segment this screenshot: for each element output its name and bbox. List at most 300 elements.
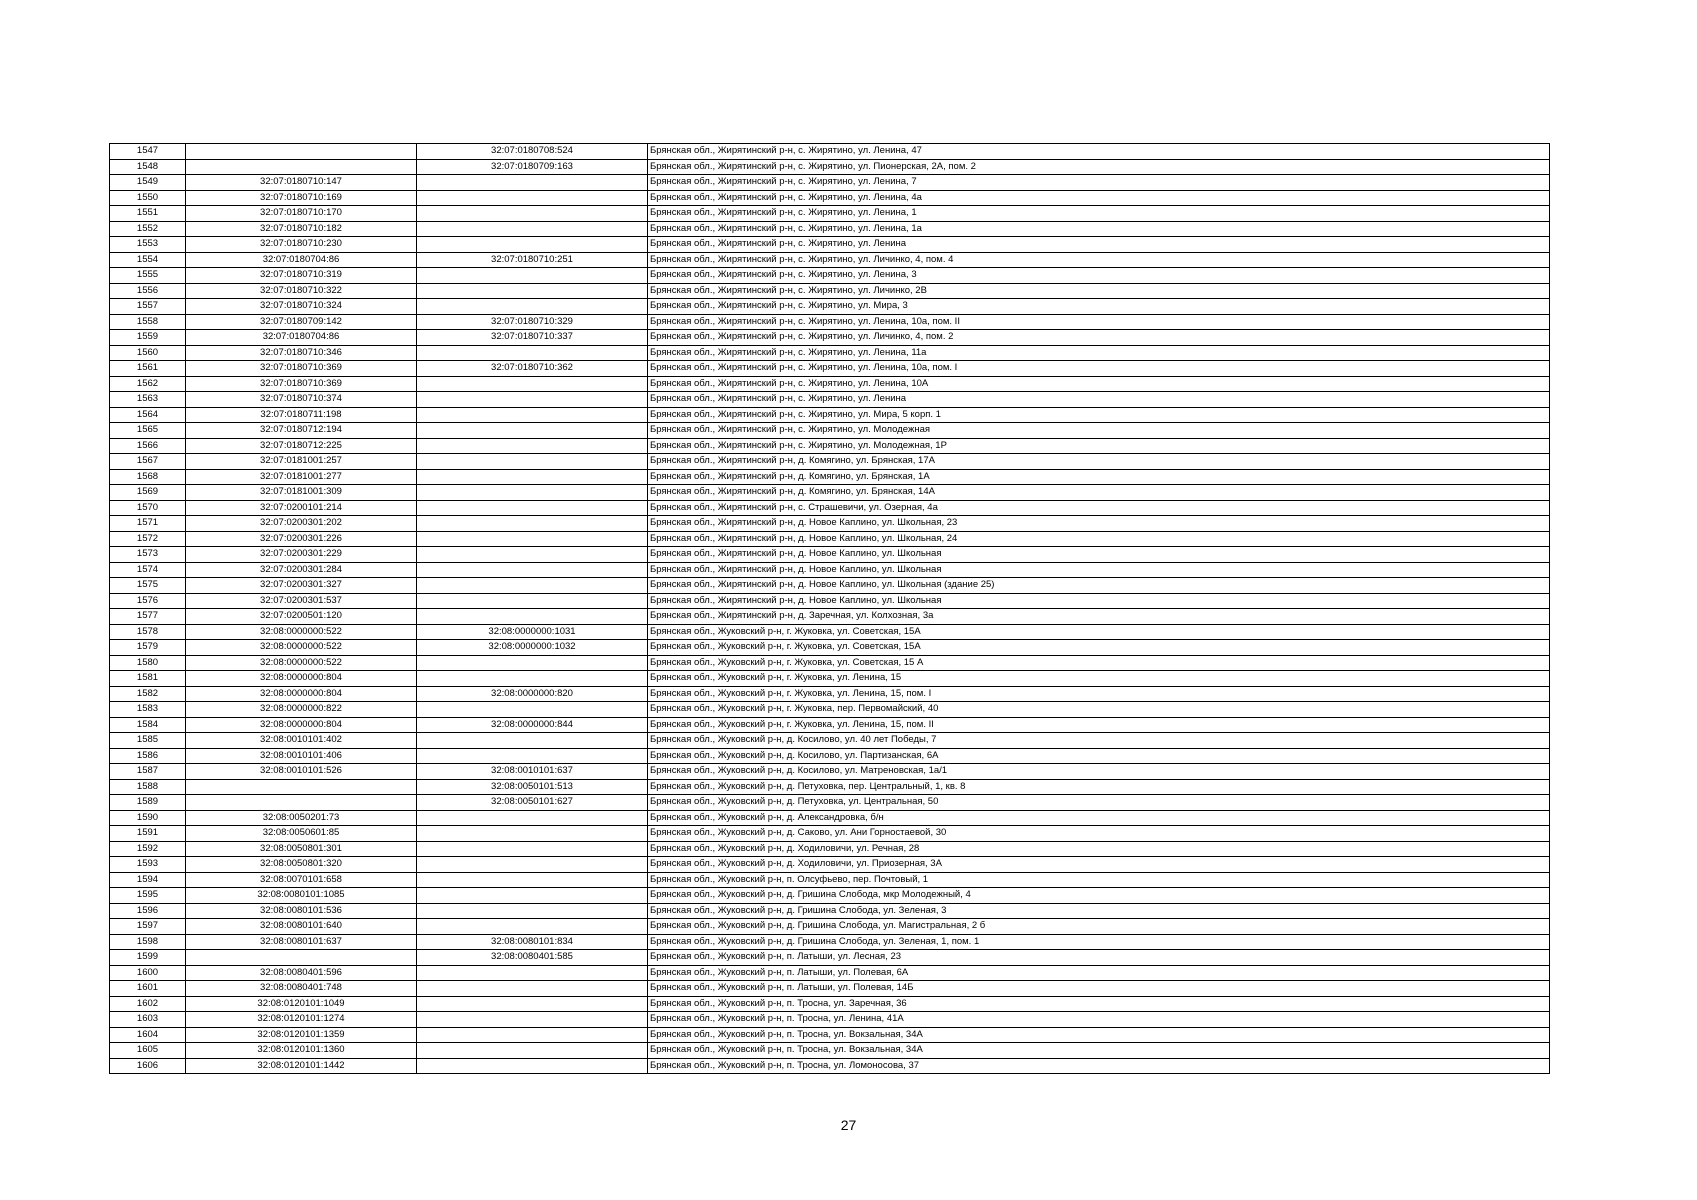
table-row bbox=[110, 361, 1550, 377]
premises-cadastral-number-cell bbox=[417, 826, 648, 842]
cadastral-number-cell: 32:07:0180710:170 bbox=[186, 206, 417, 222]
table-row bbox=[110, 779, 1550, 795]
address-cell: Брянская обл., Жирятинский р-н, с. Жирятино, ул. Личинко, 2В bbox=[648, 283, 1550, 299]
property-registry-table bbox=[109, 143, 1550, 1074]
table-row bbox=[110, 934, 1550, 950]
table-row bbox=[110, 268, 1550, 284]
table-row bbox=[110, 190, 1550, 206]
address-cell: Брянская обл., Жирятинский р-н, д. Комягино, ул. Брянская, 1А bbox=[648, 469, 1550, 485]
table-row bbox=[110, 407, 1550, 423]
table-row bbox=[110, 624, 1550, 640]
cadastral-number-cell: 32:07:0180710:182 bbox=[186, 221, 417, 237]
table-row bbox=[110, 795, 1550, 811]
cadastral-number-cell: 32:08:0080101:536 bbox=[186, 903, 417, 919]
cadastral-number-cell: 32:07:0180710:324 bbox=[186, 299, 417, 315]
address-cell: Брянская обл., Жуковский р-н, д. Гришина Слобода, ул. Магистральная, 2 б bbox=[648, 919, 1550, 935]
row-number-cell: 1578 bbox=[110, 624, 186, 640]
premises-cadastral-number-cell bbox=[417, 609, 648, 625]
table-row bbox=[110, 593, 1550, 609]
row-number-cell: 1548 bbox=[110, 159, 186, 175]
address-cell: Брянская обл., Жуковский р-н, д. Гришина Слобода, мкр Молодежный, 4 bbox=[648, 888, 1550, 904]
row-number-cell: 1600 bbox=[110, 965, 186, 981]
table-row bbox=[110, 702, 1550, 718]
address-cell: Брянская обл., Жуковский р-н, д. Гришина Слобода, ул. Зеленая, 1, пом. 1 bbox=[648, 934, 1550, 950]
premises-cadastral-number-cell bbox=[417, 593, 648, 609]
cadastral-number-cell: 32:08:0000000:804 bbox=[186, 686, 417, 702]
cadastral-number-cell: 32:08:0120101:1274 bbox=[186, 1012, 417, 1028]
cadastral-number-cell: 32:07:0181001:277 bbox=[186, 469, 417, 485]
cadastral-number-cell: 32:07:0180704:86 bbox=[186, 252, 417, 268]
address-cell: Брянская обл., Жирятинский р-н, с. Страшевичи, ул. Озерная, 4а bbox=[648, 500, 1550, 516]
row-number-cell: 1570 bbox=[110, 500, 186, 516]
cadastral-number-cell: 32:08:0010101:402 bbox=[186, 733, 417, 749]
row-number-cell: 1599 bbox=[110, 950, 186, 966]
address-cell: Брянская обл., Жирятинский р-н, с. Жирятино, ул. Личинко, 4, пом. 2 bbox=[648, 330, 1550, 346]
address-cell: Брянская обл., Жирятинский р-н, с. Жирятино, ул. Ленина, 3 bbox=[648, 268, 1550, 284]
address-cell: Брянская обл., Жирятинский р-н, д. Новое Каплино, ул. Школьная bbox=[648, 547, 1550, 563]
address-cell: Брянская обл., Жуковский р-н, д. Александровка, б/н bbox=[648, 810, 1550, 826]
row-number-cell: 1555 bbox=[110, 268, 186, 284]
row-number-cell: 1580 bbox=[110, 655, 186, 671]
address-cell: Брянская обл., Жуковский р-н, д. Косилово, ул. Партизанская, 6А bbox=[648, 748, 1550, 764]
premises-cadastral-number-cell bbox=[417, 888, 648, 904]
cadastral-number-cell: 32:07:0180710:319 bbox=[186, 268, 417, 284]
premises-cadastral-number-cell: 32:07:0180710:362 bbox=[417, 361, 648, 377]
cadastral-number-cell: 32:08:0080101:640 bbox=[186, 919, 417, 935]
address-cell: Брянская обл., Жуковский р-н, д. Петуховка, ул. Центральная, 50 bbox=[648, 795, 1550, 811]
cadastral-number-cell: 32:08:0050801:320 bbox=[186, 857, 417, 873]
row-number-cell: 1583 bbox=[110, 702, 186, 718]
address-cell: Брянская обл., Жирятинский р-н, с. Жирятино, ул. Личинко, 4, пом. 4 bbox=[648, 252, 1550, 268]
premises-cadastral-number-cell bbox=[417, 1012, 648, 1028]
address-cell: Брянская обл., Жуковский р-н, г. Жуковка, пер. Первомайский, 40 bbox=[648, 702, 1550, 718]
premises-cadastral-number-cell bbox=[417, 469, 648, 485]
table-row bbox=[110, 547, 1550, 563]
premises-cadastral-number-cell bbox=[417, 500, 648, 516]
premises-cadastral-number-cell: 32:07:0180710:329 bbox=[417, 314, 648, 330]
table-row bbox=[110, 469, 1550, 485]
row-number-cell: 1549 bbox=[110, 175, 186, 191]
address-cell: Брянская обл., Жуковский р-н, г. Жуковка, ул. Советская, 15 А bbox=[648, 655, 1550, 671]
table-row bbox=[110, 299, 1550, 315]
table-row bbox=[110, 345, 1550, 361]
premises-cadastral-number-cell bbox=[417, 903, 648, 919]
table-row bbox=[110, 1027, 1550, 1043]
table-row bbox=[110, 764, 1550, 780]
row-number-cell: 1586 bbox=[110, 748, 186, 764]
address-cell: Брянская обл., Жуковский р-н, г. Жуковка, ул. Советская, 15А bbox=[648, 640, 1550, 656]
row-number-cell: 1606 bbox=[110, 1058, 186, 1074]
premises-cadastral-number-cell bbox=[417, 1027, 648, 1043]
table-row bbox=[110, 314, 1550, 330]
premises-cadastral-number-cell: 32:08:0000000:1032 bbox=[417, 640, 648, 656]
table-row bbox=[110, 903, 1550, 919]
table-row bbox=[110, 1012, 1550, 1028]
premises-cadastral-number-cell: 32:08:0010101:637 bbox=[417, 764, 648, 780]
address-cell: Брянская обл., Жирятинский р-н, д. Комягино, ул. Брянская, 17А bbox=[648, 454, 1550, 470]
row-number-cell: 1595 bbox=[110, 888, 186, 904]
address-cell: Брянская обл., Жирятинский р-н, с. Жирятино, ул. Ленина, 4а bbox=[648, 190, 1550, 206]
premises-cadastral-number-cell bbox=[417, 345, 648, 361]
cadastral-number-cell: 32:07:0200301:229 bbox=[186, 547, 417, 563]
premises-cadastral-number-cell bbox=[417, 392, 648, 408]
row-number-cell: 1563 bbox=[110, 392, 186, 408]
cadastral-number-cell: 32:08:0080401:596 bbox=[186, 965, 417, 981]
row-number-cell: 1573 bbox=[110, 547, 186, 563]
premises-cadastral-number-cell bbox=[417, 748, 648, 764]
row-number-cell: 1588 bbox=[110, 779, 186, 795]
cadastral-number-cell: 32:07:0180712:225 bbox=[186, 438, 417, 454]
table-row bbox=[110, 237, 1550, 253]
address-cell: Брянская обл., Жуковский р-н, г. Жуковка, ул. Советская, 15А bbox=[648, 624, 1550, 640]
row-number-cell: 1593 bbox=[110, 857, 186, 873]
cadastral-number-cell: 32:07:0200301:327 bbox=[186, 578, 417, 594]
table-row bbox=[110, 733, 1550, 749]
address-cell: Брянская обл., Жирятинский р-н, с. Жирятино, ул. Ленина, 1а bbox=[648, 221, 1550, 237]
premises-cadastral-number-cell bbox=[417, 857, 648, 873]
cadastral-number-cell: 32:07:0180710:374 bbox=[186, 392, 417, 408]
address-cell: Брянская обл., Жуковский р-н, д. Ходиловичи, ул. Речная, 28 bbox=[648, 841, 1550, 857]
cadastral-number-cell bbox=[186, 950, 417, 966]
premises-cadastral-number-cell bbox=[417, 733, 648, 749]
premises-cadastral-number-cell bbox=[417, 485, 648, 501]
table-row bbox=[110, 330, 1550, 346]
cadastral-number-cell bbox=[186, 144, 417, 160]
address-cell: Брянская обл., Жуковский р-н, д. Гришина Слобода, ул. Зеленая, 3 bbox=[648, 903, 1550, 919]
row-number-cell: 1566 bbox=[110, 438, 186, 454]
cadastral-number-cell: 32:07:0200301:202 bbox=[186, 516, 417, 532]
row-number-cell: 1604 bbox=[110, 1027, 186, 1043]
cadastral-number-cell: 32:07:0180712:194 bbox=[186, 423, 417, 439]
address-cell: Брянская обл., Жирятинский р-н, с. Жирятино, ул. Ленина, 10а, пом. I bbox=[648, 361, 1550, 377]
premises-cadastral-number-cell: 32:07:0180708:524 bbox=[417, 144, 648, 160]
table-row bbox=[110, 252, 1550, 268]
table-row bbox=[110, 965, 1550, 981]
cadastral-number-cell: 32:08:0080101:637 bbox=[186, 934, 417, 950]
premises-cadastral-number-cell: 32:08:0000000:1031 bbox=[417, 624, 648, 640]
address-cell: Брянская обл., Жуковский р-н, г. Жуковка, ул. Ленина, 15, пом. II bbox=[648, 717, 1550, 733]
cadastral-number-cell bbox=[186, 779, 417, 795]
address-cell: Брянская обл., Жуковский р-н, п. Латыши, ул. Лесная, 23 bbox=[648, 950, 1550, 966]
premises-cadastral-number-cell bbox=[417, 1058, 648, 1074]
row-number-cell: 1557 bbox=[110, 299, 186, 315]
address-cell: Брянская обл., Жирятинский р-н, д. Комягино, ул. Брянская, 14А bbox=[648, 485, 1550, 501]
row-number-cell: 1558 bbox=[110, 314, 186, 330]
premises-cadastral-number-cell bbox=[417, 206, 648, 222]
table-row bbox=[110, 609, 1550, 625]
table-row bbox=[110, 888, 1550, 904]
table-row bbox=[110, 717, 1550, 733]
cadastral-number-cell: 32:07:0181001:309 bbox=[186, 485, 417, 501]
address-cell: Брянская обл., Жуковский р-н, п. Тросна, ул. Ломоносова, 37 bbox=[648, 1058, 1550, 1074]
cadastral-number-cell: 32:08:0120101:1359 bbox=[186, 1027, 417, 1043]
table-row bbox=[110, 392, 1550, 408]
row-number-cell: 1556 bbox=[110, 283, 186, 299]
address-cell: Брянская обл., Жирятинский р-н, с. Жирятино, ул. Мира, 3 bbox=[648, 299, 1550, 315]
address-cell: Брянская обл., Жирятинский р-н, с. Жирятино, ул. Ленина bbox=[648, 392, 1550, 408]
address-cell: Брянская обл., Жирятинский р-н, д. Новое Каплино, ул. Школьная bbox=[648, 593, 1550, 609]
premises-cadastral-number-cell bbox=[417, 841, 648, 857]
address-cell: Брянская обл., Жирятинский р-н, с. Жирятино, ул. Пионерская, 2А, пом. 2 bbox=[648, 159, 1550, 175]
premises-cadastral-number-cell bbox=[417, 981, 648, 997]
row-number-cell: 1594 bbox=[110, 872, 186, 888]
premises-cadastral-number-cell: 32:08:0050101:627 bbox=[417, 795, 648, 811]
row-number-cell: 1568 bbox=[110, 469, 186, 485]
row-number-cell: 1547 bbox=[110, 144, 186, 160]
table-row bbox=[110, 438, 1550, 454]
page-number: 27 bbox=[840, 1117, 857, 1133]
row-number-cell: 1579 bbox=[110, 640, 186, 656]
premises-cadastral-number-cell bbox=[417, 996, 648, 1012]
address-cell: Брянская обл., Жуковский р-н, п. Латыши, ул. Полевая, 6А bbox=[648, 965, 1550, 981]
row-number-cell: 1564 bbox=[110, 407, 186, 423]
table-row bbox=[110, 221, 1550, 237]
address-cell: Брянская обл., Жуковский р-н, п. Тросна, ул. Заречная, 36 bbox=[648, 996, 1550, 1012]
row-number-cell: 1551 bbox=[110, 206, 186, 222]
premises-cadastral-number-cell: 32:08:0000000:844 bbox=[417, 717, 648, 733]
cadastral-number-cell: 32:08:0080401:748 bbox=[186, 981, 417, 997]
address-cell: Брянская обл., Жирятинский р-н, с. Жирятино, ул. Ленина, 1 bbox=[648, 206, 1550, 222]
premises-cadastral-number-cell bbox=[417, 423, 648, 439]
registry-table-body bbox=[110, 144, 1550, 1074]
address-cell: Брянская обл., Жирятинский р-н, с. Жирятино, ул. Ленина, 47 bbox=[648, 144, 1550, 160]
row-number-cell: 1603 bbox=[110, 1012, 186, 1028]
table-row bbox=[110, 950, 1550, 966]
cadastral-number-cell: 32:07:0180710:369 bbox=[186, 361, 417, 377]
address-cell: Брянская обл., Жирятинский р-н, д. Новое Каплино, ул. Школьная bbox=[648, 562, 1550, 578]
cadastral-number-cell: 32:08:0000000:822 bbox=[186, 702, 417, 718]
premises-cadastral-number-cell: 32:08:0080401:585 bbox=[417, 950, 648, 966]
cadastral-number-cell bbox=[186, 159, 417, 175]
row-number-cell: 1581 bbox=[110, 671, 186, 687]
premises-cadastral-number-cell bbox=[417, 965, 648, 981]
premises-cadastral-number-cell bbox=[417, 299, 648, 315]
premises-cadastral-number-cell bbox=[417, 438, 648, 454]
premises-cadastral-number-cell bbox=[417, 407, 648, 423]
premises-cadastral-number-cell bbox=[417, 655, 648, 671]
premises-cadastral-number-cell bbox=[417, 872, 648, 888]
premises-cadastral-number-cell bbox=[417, 578, 648, 594]
cadastral-number-cell: 32:07:0180710:322 bbox=[186, 283, 417, 299]
cadastral-number-cell: 32:08:0010101:526 bbox=[186, 764, 417, 780]
premises-cadastral-number-cell: 32:07:0180710:337 bbox=[417, 330, 648, 346]
row-number-cell: 1569 bbox=[110, 485, 186, 501]
table-row bbox=[110, 1043, 1550, 1059]
cadastral-number-cell: 32:07:0180711:198 bbox=[186, 407, 417, 423]
address-cell: Брянская обл., Жуковский р-н, д. Косилово, ул. Матреновская, 1а/1 bbox=[648, 764, 1550, 780]
premises-cadastral-number-cell bbox=[417, 547, 648, 563]
row-number-cell: 1571 bbox=[110, 516, 186, 532]
address-cell: Брянская обл., Жуковский р-н, п. Олсуфьево, пер. Почтовый, 1 bbox=[648, 872, 1550, 888]
address-cell: Брянская обл., Жирятинский р-н, с. Жирятино, ул. Молодежная, 1Р bbox=[648, 438, 1550, 454]
table-row bbox=[110, 562, 1550, 578]
row-number-cell: 1596 bbox=[110, 903, 186, 919]
cadastral-number-cell: 32:07:0180710:147 bbox=[186, 175, 417, 191]
cadastral-number-cell: 32:08:0050801:301 bbox=[186, 841, 417, 857]
table-row bbox=[110, 640, 1550, 656]
table-row bbox=[110, 485, 1550, 501]
row-number-cell: 1597 bbox=[110, 919, 186, 935]
cadastral-number-cell: 32:08:0120101:1049 bbox=[186, 996, 417, 1012]
address-cell: Брянская обл., Жирятинский р-н, с. Жирятино, ул. Ленина, 10а, пом. II bbox=[648, 314, 1550, 330]
row-number-cell: 1565 bbox=[110, 423, 186, 439]
cadastral-number-cell: 32:07:0181001:257 bbox=[186, 454, 417, 470]
premises-cadastral-number-cell bbox=[417, 190, 648, 206]
row-number-cell: 1560 bbox=[110, 345, 186, 361]
address-cell: Брянская обл., Жуковский р-н, г. Жуковка, ул. Ленина, 15 bbox=[648, 671, 1550, 687]
address-cell: Брянская обл., Жирятинский р-н, с. Жирятино, ул. Ленина, 11а bbox=[648, 345, 1550, 361]
table-row bbox=[110, 872, 1550, 888]
row-number-cell: 1575 bbox=[110, 578, 186, 594]
cadastral-number-cell: 32:07:0180710:346 bbox=[186, 345, 417, 361]
address-cell: Брянская обл., Жирятинский р-н, д. Заречная, ул. Колхозная, 3а bbox=[648, 609, 1550, 625]
row-number-cell: 1584 bbox=[110, 717, 186, 733]
row-number-cell: 1561 bbox=[110, 361, 186, 377]
table-row bbox=[110, 159, 1550, 175]
row-number-cell: 1562 bbox=[110, 376, 186, 392]
cadastral-number-cell: 32:07:0200301:537 bbox=[186, 593, 417, 609]
row-number-cell: 1567 bbox=[110, 454, 186, 470]
cadastral-number-cell: 32:08:0050201:73 bbox=[186, 810, 417, 826]
address-cell: Брянская обл., Жуковский р-н, д. Петуховка, пер. Центральный, 1, кв. 8 bbox=[648, 779, 1550, 795]
cadastral-number-cell: 32:08:0000000:804 bbox=[186, 671, 417, 687]
premises-cadastral-number-cell bbox=[417, 810, 648, 826]
row-number-cell: 1553 bbox=[110, 237, 186, 253]
table-row bbox=[110, 826, 1550, 842]
address-cell: Брянская обл., Жуковский р-н, д. Ходиловичи, ул. Приозерная, 3А bbox=[648, 857, 1550, 873]
address-cell: Брянская обл., Жирятинский р-н, с. Жирятино, ул. Молодежная bbox=[648, 423, 1550, 439]
table-row bbox=[110, 919, 1550, 935]
table-row bbox=[110, 981, 1550, 997]
premises-cadastral-number-cell bbox=[417, 531, 648, 547]
cadastral-number-cell: 32:08:0120101:1442 bbox=[186, 1058, 417, 1074]
premises-cadastral-number-cell bbox=[417, 221, 648, 237]
row-number-cell: 1605 bbox=[110, 1043, 186, 1059]
address-cell: Брянская обл., Жуковский р-н, п. Тросна, ул. Вокзальная, 34А bbox=[648, 1027, 1550, 1043]
premises-cadastral-number-cell bbox=[417, 671, 648, 687]
table-row bbox=[110, 144, 1550, 160]
address-cell: Брянская обл., Жирятинский р-н, с. Жирятино, ул. Ленина bbox=[648, 237, 1550, 253]
address-cell: Брянская обл., Жирятинский р-н, д. Новое Каплино, ул. Школьная, 23 bbox=[648, 516, 1550, 532]
row-number-cell: 1577 bbox=[110, 609, 186, 625]
premises-cadastral-number-cell bbox=[417, 376, 648, 392]
table-row bbox=[110, 283, 1550, 299]
cadastral-number-cell: 32:07:0180710:169 bbox=[186, 190, 417, 206]
row-number-cell: 1572 bbox=[110, 531, 186, 547]
table-row bbox=[110, 206, 1550, 222]
cadastral-number-cell: 32:07:0180704:86 bbox=[186, 330, 417, 346]
table-row bbox=[110, 748, 1550, 764]
premises-cadastral-number-cell bbox=[417, 237, 648, 253]
row-number-cell: 1552 bbox=[110, 221, 186, 237]
table-row bbox=[110, 996, 1550, 1012]
premises-cadastral-number-cell: 32:07:0180709:163 bbox=[417, 159, 648, 175]
row-number-cell: 1559 bbox=[110, 330, 186, 346]
table-row bbox=[110, 578, 1550, 594]
address-cell: Брянская обл., Жуковский р-н, д. Саково, ул. Ани Горностаевой, 30 bbox=[648, 826, 1550, 842]
row-number-cell: 1598 bbox=[110, 934, 186, 950]
cadastral-number-cell: 32:08:0000000:522 bbox=[186, 640, 417, 656]
premises-cadastral-number-cell bbox=[417, 175, 648, 191]
cadastral-number-cell: 32:07:0200101:214 bbox=[186, 500, 417, 516]
address-cell: Брянская обл., Жирятинский р-н, д. Новое Каплино, ул. Школьная, 24 bbox=[648, 531, 1550, 547]
table-row bbox=[110, 500, 1550, 516]
premises-cadastral-number-cell bbox=[417, 454, 648, 470]
address-cell: Брянская обл., Жуковский р-н, п. Тросна, ул. Вокзальная, 34А bbox=[648, 1043, 1550, 1059]
cadastral-number-cell bbox=[186, 795, 417, 811]
premises-cadastral-number-cell: 32:07:0180710:251 bbox=[417, 252, 648, 268]
row-number-cell: 1582 bbox=[110, 686, 186, 702]
premises-cadastral-number-cell bbox=[417, 562, 648, 578]
cadastral-number-cell: 32:07:0200301:284 bbox=[186, 562, 417, 578]
premises-cadastral-number-cell bbox=[417, 1043, 648, 1059]
cadastral-number-cell: 32:07:0200501:120 bbox=[186, 609, 417, 625]
table-row bbox=[110, 810, 1550, 826]
table-row bbox=[110, 686, 1550, 702]
row-number-cell: 1591 bbox=[110, 826, 186, 842]
premises-cadastral-number-cell: 32:08:0050101:513 bbox=[417, 779, 648, 795]
row-number-cell: 1574 bbox=[110, 562, 186, 578]
cadastral-number-cell: 32:08:0050601:85 bbox=[186, 826, 417, 842]
address-cell: Брянская обл., Жуковский р-н, д. Косилово, ул. 40 лет Победы, 7 bbox=[648, 733, 1550, 749]
address-cell: Брянская обл., Жуковский р-н, г. Жуковка, ул. Ленина, 15, пом. I bbox=[648, 686, 1550, 702]
premises-cadastral-number-cell: 32:08:0000000:820 bbox=[417, 686, 648, 702]
cadastral-number-cell: 32:07:0180709:142 bbox=[186, 314, 417, 330]
row-number-cell: 1550 bbox=[110, 190, 186, 206]
cadastral-number-cell: 32:08:0000000:804 bbox=[186, 717, 417, 733]
cadastral-number-cell: 32:07:0200301:226 bbox=[186, 531, 417, 547]
address-cell: Брянская обл., Жирятинский р-н, с. Жирятино, ул. Ленина, 7 bbox=[648, 175, 1550, 191]
cadastral-number-cell: 32:08:0080101:1085 bbox=[186, 888, 417, 904]
address-cell: Брянская обл., Жирятинский р-н, с. Жирятино, ул. Мира, 5 корп. 1 bbox=[648, 407, 1550, 423]
cadastral-number-cell: 32:07:0180710:230 bbox=[186, 237, 417, 253]
row-number-cell: 1587 bbox=[110, 764, 186, 780]
row-number-cell: 1601 bbox=[110, 981, 186, 997]
table-row bbox=[110, 376, 1550, 392]
premises-cadastral-number-cell bbox=[417, 268, 648, 284]
address-cell: Брянская обл., Жуковский р-н, п. Латыши, ул. Полевая, 14Б bbox=[648, 981, 1550, 997]
premises-cadastral-number-cell bbox=[417, 702, 648, 718]
table-row bbox=[110, 1058, 1550, 1074]
cadastral-number-cell: 32:08:0000000:522 bbox=[186, 655, 417, 671]
table-row bbox=[110, 671, 1550, 687]
table-row bbox=[110, 655, 1550, 671]
address-cell: Брянская обл., Жирятинский р-н, д. Новое Каплино, ул. Школьная (здание 25) bbox=[648, 578, 1550, 594]
row-number-cell: 1589 bbox=[110, 795, 186, 811]
table-row bbox=[110, 531, 1550, 547]
premises-cadastral-number-cell bbox=[417, 516, 648, 532]
premises-cadastral-number-cell bbox=[417, 283, 648, 299]
address-cell: Брянская обл., Жуковский р-н, п. Тросна, ул. Ленина, 41А bbox=[648, 1012, 1550, 1028]
table-row bbox=[110, 175, 1550, 191]
table-row bbox=[110, 857, 1550, 873]
row-number-cell: 1602 bbox=[110, 996, 186, 1012]
row-number-cell: 1585 bbox=[110, 733, 186, 749]
table-row bbox=[110, 516, 1550, 532]
table-row bbox=[110, 454, 1550, 470]
premises-cadastral-number-cell: 32:08:0080101:834 bbox=[417, 934, 648, 950]
cadastral-number-cell: 32:08:0070101:658 bbox=[186, 872, 417, 888]
cadastral-number-cell: 32:08:0120101:1360 bbox=[186, 1043, 417, 1059]
table-row bbox=[110, 423, 1550, 439]
cadastral-number-cell: 32:08:0000000:522 bbox=[186, 624, 417, 640]
cadastral-number-cell: 32:07:0180710:369 bbox=[186, 376, 417, 392]
premises-cadastral-number-cell bbox=[417, 919, 648, 935]
address-cell: Брянская обл., Жирятинский р-н, с. Жирятино, ул. Ленина, 10А bbox=[648, 376, 1550, 392]
row-number-cell: 1592 bbox=[110, 841, 186, 857]
row-number-cell: 1554 bbox=[110, 252, 186, 268]
table-row bbox=[110, 841, 1550, 857]
